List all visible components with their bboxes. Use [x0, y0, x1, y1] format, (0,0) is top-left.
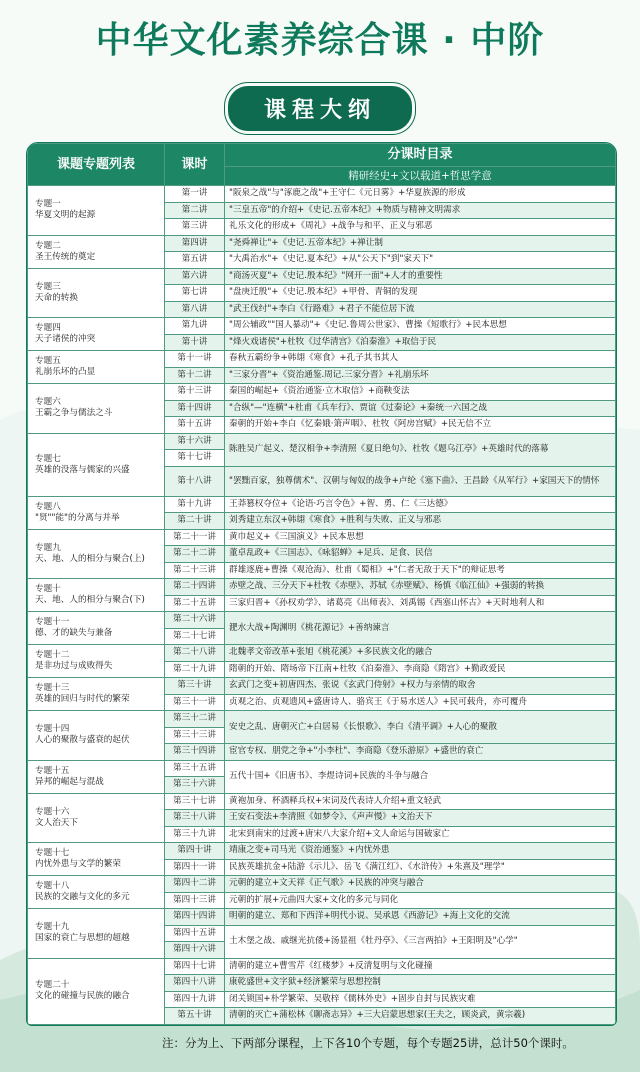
topic-cell [28, 235, 165, 268]
topic-number: 专题十五 [35, 765, 70, 776]
table-row [28, 496, 616, 513]
content-cell: "武王伐纣"+李白《行路难》+君子不能位居下流 [225, 301, 616, 318]
topic-title: 国家的衰亡与思想的超越 [35, 933, 130, 944]
content-cell: "三家分晋"+《资治通鉴.周记.三家分晋》+礼崩乐坏 [225, 367, 616, 384]
content-cell: 刘秀建立东汉+韩翃《寒食》+胜利与失败、正义与邪恶 [225, 513, 616, 530]
topic-cell [28, 645, 165, 678]
content-cell: 王莽篡权夺位+《论语·巧言令色》+智、勇、仁《三达德》 [225, 496, 616, 513]
topic-number: 专题八 [35, 501, 61, 512]
lesson-cell: 第十九讲 [165, 496, 225, 513]
table-row [28, 876, 616, 893]
lesson-cell: 第十五讲 [165, 417, 225, 434]
topic-title: 英雄的没落与儒家的兴盛 [35, 464, 130, 475]
topic-title: 天、地、人的相分与聚合(下) [35, 595, 145, 605]
footnote: 注：分为上、下两部分课程，上下各10个专题，每个专题25讲，总计50个课时。 [162, 1036, 574, 1050]
table-row [28, 235, 616, 252]
lesson-cell: 第十讲 [165, 334, 225, 351]
table-row [28, 711, 616, 728]
topic-cell [28, 909, 165, 959]
topic-number: 专题十九 [35, 922, 70, 933]
lesson-cell: 第三讲 [165, 219, 225, 236]
content-cell: "尧舜禅让"+《史记.五帝本纪》+禅让制 [225, 235, 616, 252]
page-subtitle: 课程大纲 [228, 86, 412, 131]
table-row [28, 678, 616, 695]
topic-number: 专题三 [35, 281, 61, 292]
topic-title: 是非功过与成败得失 [35, 661, 113, 671]
content-cell: 群雄逐鹿+曹操《观沧海》、杜甫《蜀相》+"仁者无敌于天下"的辩证思考 [225, 562, 616, 579]
topic-cell [28, 186, 165, 236]
topic-cell [28, 876, 165, 909]
content-cell: "大禹治水"+《史记.夏本纪》+从"公天下"到"家天下" [225, 252, 616, 269]
topic-title: 德、才的缺失与兼备 [35, 628, 113, 638]
topic-title: 天命的转换 [35, 292, 78, 303]
lesson-cell: 第九讲 [165, 318, 225, 335]
table-row [28, 958, 616, 975]
lesson-cell: 第十七讲 [165, 450, 225, 467]
lesson-cell: 第十六讲 [165, 433, 225, 450]
lesson-cell: 第三十八讲 [165, 810, 225, 827]
topic-title: 华夏文明的起源 [35, 210, 96, 221]
lesson-cell: 第二讲 [165, 202, 225, 219]
table-row [28, 268, 616, 285]
topic-cell [28, 268, 165, 318]
table-row [28, 529, 616, 546]
topic-cell [28, 433, 165, 496]
content-cell: 陈胜吴广起义、楚汉相争+李清照《夏日绝句》、杜牧《题乌江亭》+英雄时代的落幕 [225, 433, 616, 466]
content-cell: "合纵"—"连横"+杜甫《兵车行》、贾谊《过秦论》+秦统一六国之战 [225, 400, 616, 417]
table-row [28, 433, 616, 450]
content-cell: 三家归晋+《孙权劝学》、诸葛亮《出师表》、刘禹锡《西塞山怀古》+天时地利人和 [225, 595, 616, 612]
topic-cell [28, 529, 165, 579]
content-cell: "烽火戏诸侯"+杜牧《过华清宫》《泊秦淮》+取信于民 [225, 334, 616, 351]
lesson-cell: 第二十三讲 [165, 562, 225, 579]
table-row [28, 612, 616, 629]
topic-title: 内忧外患与文学的繁荣 [35, 859, 121, 869]
topic-number: 专题七 [35, 453, 61, 464]
lesson-cell: 第四十三讲 [165, 892, 225, 909]
content-cell: 安史之乱、唐朝灭亡+白居易《长恨歌》、李白《清平调》+人心的聚散 [225, 711, 616, 744]
lesson-cell: 第四十二讲 [165, 876, 225, 893]
content-cell: "周公辅政""国人暴动"+《史记.鲁周公世家》、曹操《短歌行》+民本思想 [225, 318, 616, 335]
content-cell: 元朝的扩展+元曲四大家+文化的多元与同化 [225, 892, 616, 909]
topic-number: 专题二 [35, 240, 61, 251]
lesson-cell: 第三十六讲 [165, 777, 225, 794]
content-cell: 五代十国+《旧唐书》、李煜诗词+民族的斗争与融合 [225, 760, 616, 793]
content-cell: 秦朝的开始+李白《忆秦娥·箫声咽》、杜牧《阿房宫赋》+民无信不立 [225, 417, 616, 434]
topic-cell [28, 579, 165, 612]
content-cell: 淝水大战+陶渊明《桃花源记》+善纳谏言 [225, 612, 616, 645]
table-row [28, 351, 616, 368]
content-cell: 康乾盛世+文字狱+经济繁荣与思想控制 [225, 975, 616, 992]
topic-title: 天、地、人的相分与聚合(上) [35, 553, 145, 564]
lesson-cell: 第十八讲 [165, 466, 225, 496]
content-cell: 北魏孝文帝改革+张旭《桃花溪》+多民族文化的融合 [225, 645, 616, 662]
content-cell: 春秋五霸纷争+韩翃《寒食》+孔子其书其人 [225, 351, 616, 368]
content-cell: "三皇五帝"的介绍+《史记.五帝本纪》+物质与精神文明需求 [225, 202, 616, 219]
topic-number: 专题五 [35, 356, 61, 366]
topic-number: 专题十六 [35, 806, 70, 817]
content-cell: "罢黜百家，独尊儒术"、汉朝与匈奴的战争+卢纶《塞下曲》、王昌龄《从军行》+家国天下的情怀 [225, 466, 616, 496]
topic-title: 天子诸侯的冲突 [35, 334, 96, 344]
content-cell: 北宋到南宋的过渡+唐宋八大家介绍+文人命运与国破家亡 [225, 826, 616, 843]
lesson-cell: 第三十三讲 [165, 727, 225, 744]
topic-title: 英雄的回归与时代的繁荣 [35, 694, 130, 704]
content-cell: "盘庚迁殷"+《史记.殷本纪》+甲骨、青铜的发现 [225, 285, 616, 302]
table-row [28, 645, 616, 662]
syllabus-table [26, 142, 617, 1026]
page-title: 中华文化素养综合课 · 中阶 [95, 20, 545, 61]
lesson-cell: 第二十讲 [165, 513, 225, 530]
lesson-cell: 第三十四讲 [165, 744, 225, 761]
lesson-cell: 第四十一讲 [165, 859, 225, 876]
lesson-cell: 第四十六讲 [165, 942, 225, 959]
lesson-cell: 第四十八讲 [165, 975, 225, 992]
lesson-cell: 第十四讲 [165, 400, 225, 417]
lesson-cell: 第四讲 [165, 235, 225, 252]
content-cell: 土木堡之战、戚继光抗倭+汤显祖《牡丹亭》、《三言两拍》+王阳明及"心学" [225, 925, 616, 958]
topic-title: 圣王传统的奠定 [35, 251, 96, 262]
lesson-cell: 第三十九讲 [165, 826, 225, 843]
lesson-cell: 第三十五讲 [165, 760, 225, 777]
topic-cell [28, 843, 165, 876]
content-cell: 贞观之治、贞观遗风+盛唐诗人、骆宾王《于易水送人》+民可载舟，亦可覆舟 [225, 694, 616, 711]
content-cell: 董卓乱政+《三国志》、《咏貂蝉》+足兵、足食、民信 [225, 546, 616, 563]
topic-number: 专题四 [35, 323, 61, 333]
lesson-cell: 第三十七讲 [165, 793, 225, 810]
content-cell: "阪泉之战"与"涿鹿之战"+王守仁《元日雾》+华夏族源的形成 [225, 186, 616, 203]
topic-cell [28, 760, 165, 793]
content-cell: 清朝的灭亡+蒲松林《聊斋志异》+三大启蒙思想家(王夫之，顾炎武，黄宗羲) [225, 1008, 616, 1025]
table-row [28, 579, 616, 596]
topic-number: 专题二十 [35, 980, 70, 990]
topic-cell [28, 678, 165, 711]
topic-cell [28, 958, 165, 1024]
lesson-cell: 第十一讲 [165, 351, 225, 368]
topic-cell [28, 496, 165, 529]
lesson-cell: 第五讲 [165, 252, 225, 269]
lesson-cell: 第十三讲 [165, 384, 225, 401]
lesson-cell: 第四十五讲 [165, 925, 225, 942]
lesson-cell: 第二十八讲 [165, 645, 225, 662]
lesson-cell: 第三十一讲 [165, 694, 225, 711]
content-cell: 宦官专权、朋党之争+"小李杜"、李商隐《登乐游原》+盛世的衰亡 [225, 744, 616, 761]
content-cell: 赤壁之战、三分天下+杜牧《赤壁》、苏轼《赤壁赋》、杨慎《临江仙》+强弱的转换 [225, 579, 616, 596]
table-row [28, 186, 616, 203]
topic-number: 专题十四 [35, 724, 70, 735]
topic-number: 专题一 [35, 199, 61, 210]
lesson-cell: 第四十四讲 [165, 909, 225, 926]
content-cell: 明朝的建立、郑和下西洋+明代小说、吴承恩《西游记》+海上文化的交流 [225, 909, 616, 926]
content-cell: 玄武门之变+初唐四杰、张说《玄武门侍射》+权力与亲情的取舍 [225, 678, 616, 695]
content-cell: 民族英雄抗金+陆游《示儿》、岳飞《满江红》、《水浒传》+朱熹及"理学" [225, 859, 616, 876]
table-row [28, 384, 616, 401]
content-cell: 闭关锁国+朴学繁荣、吴敬梓《儒林外史》+固步自封与民族灾难 [225, 991, 616, 1008]
topic-cell [28, 711, 165, 761]
topic-title: 异邦的崛起与混战 [35, 776, 104, 787]
table-row [28, 760, 616, 777]
lesson-cell: 第二十五讲 [165, 595, 225, 612]
lesson-cell: 第六讲 [165, 268, 225, 285]
lesson-cell: 第二十四讲 [165, 579, 225, 596]
lesson-cell: 第四十七讲 [165, 958, 225, 975]
lesson-cell: 第三十二讲 [165, 711, 225, 728]
topic-cell [28, 612, 165, 645]
header-topic: 课题专题列表 [28, 144, 165, 186]
table-row [28, 843, 616, 860]
content-cell: 黄巾起义+《三国演义》+民本思想 [225, 529, 616, 546]
lesson-cell: 第一讲 [165, 186, 225, 203]
topic-number: 专题十二 [35, 650, 70, 660]
lesson-cell: 第二十七讲 [165, 628, 225, 645]
topic-number: 专题十一 [35, 617, 70, 627]
table-row [28, 793, 616, 810]
lesson-cell: 第二十一讲 [165, 529, 225, 546]
topic-cell [28, 384, 165, 434]
topic-number: 专题十 [35, 584, 61, 594]
topic-number: 专题十七 [35, 848, 70, 858]
content-cell: 隋朝的开始、隋场帝下江南+杜牧《泊秦淮》、李商隐《隋宫》+勤政爱民 [225, 661, 616, 678]
content-cell: 元朝的建立+文天祥《正气歌》+民族的冲突与融合 [225, 876, 616, 893]
topic-number: 专题九 [35, 542, 61, 553]
table-row [28, 318, 616, 335]
topic-number: 专题十三 [35, 683, 70, 693]
lesson-cell: 第二十六讲 [165, 612, 225, 629]
topic-number: 专题十八 [35, 881, 70, 891]
topic-title: 文人治天下 [35, 817, 78, 828]
topic-cell [28, 318, 165, 351]
content-cell: "商汤灭夏"+《史记.殷本纪》"网开一面"+人才的重要性 [225, 268, 616, 285]
topic-cell [28, 793, 165, 843]
topic-title: 礼崩乐坏的凸显 [35, 367, 96, 377]
header-lesson: 课时 [165, 144, 225, 186]
content-cell: 礼乐文化的形成+《周礼》+战争与和平、正义与邪恶 [225, 219, 616, 236]
lesson-cell: 第四十九讲 [165, 991, 225, 1008]
content-cell: 黄袍加身、杯酒释兵权+宋词及代表诗人介绍+重文轻武 [225, 793, 616, 810]
lesson-cell: 第十二讲 [165, 367, 225, 384]
topic-title: 人心的聚散与盛衰的起伏 [35, 735, 130, 746]
topic-title: 王霸之争与儒法之斗 [35, 408, 113, 419]
header-contents-sub: 精研经史+文以载道+哲思学意 [225, 167, 616, 186]
topic-title: "贤""能"的分离与并举 [35, 512, 120, 523]
content-cell: 靖康之变+司马光《资治通鉴》+内忧外患 [225, 843, 616, 860]
lesson-cell: 第三十讲 [165, 678, 225, 695]
content-cell: 王安石变法+李清照《如梦令》、《声声慢》+文治天下 [225, 810, 616, 827]
content-cell: 清朝的建立+曹雪芹《红楼梦》+反清复明与文化碰撞 [225, 958, 616, 975]
lesson-cell: 第八讲 [165, 301, 225, 318]
lesson-cell: 第四十讲 [165, 843, 225, 860]
content-cell: 秦国的崛起+《资治通鉴·立木取信》+商鞅变法 [225, 384, 616, 401]
header-contents: 分课时目录 [225, 144, 616, 167]
topic-title: 民族的交融与文化的多元 [35, 892, 130, 902]
topic-number: 专题六 [35, 397, 61, 408]
lesson-cell: 第七讲 [165, 285, 225, 302]
topic-title: 文化的碰撞与民族的融合 [35, 991, 130, 1001]
topic-cell [28, 351, 165, 384]
table-row [28, 909, 616, 926]
lesson-cell: 第二十二讲 [165, 546, 225, 563]
lesson-cell: 第二十九讲 [165, 661, 225, 678]
lesson-cell: 第五十讲 [165, 1008, 225, 1025]
